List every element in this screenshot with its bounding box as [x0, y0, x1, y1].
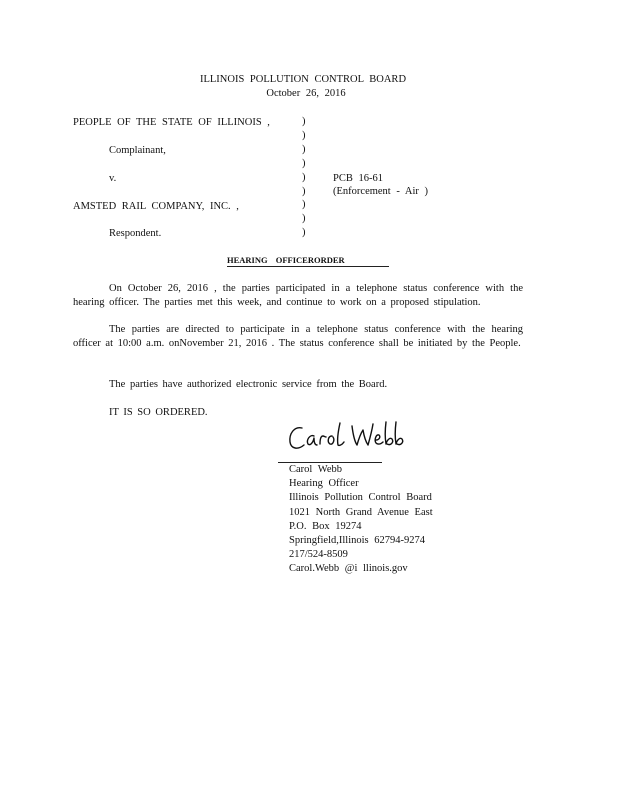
paren: ) — [302, 129, 306, 141]
paren: ) — [302, 143, 306, 155]
respondent-role: Respondent. — [109, 228, 162, 239]
signer-city: Springfield,Illinois 62794-9274 — [289, 535, 425, 547]
signature-block — [289, 463, 433, 577]
complainant-name: PEOPLE OF THE STATE OF ILLINOIS , — [73, 117, 270, 128]
paragraph-directive — [73, 323, 523, 350]
paragraph-text: IT IS SO ORDERED. — [109, 407, 208, 418]
agency-heading: ILLINOIS POLLUTION CONTROL BOARD — [199, 74, 407, 85]
paragraph-service — [73, 378, 523, 392]
paragraph-status — [73, 282, 523, 309]
case-number: PCB 16-61 — [333, 173, 383, 184]
signer-agency: Illinois Pollution Control Board — [289, 492, 432, 504]
respondent-name: AMSTED RAIL COMPANY, INC. , — [73, 201, 239, 212]
paren: ) — [302, 227, 306, 239]
paren: ) — [302, 116, 306, 127]
paren: ) — [302, 157, 306, 169]
case-type: (Enforcement - Air ) — [333, 186, 429, 197]
paren: ) — [302, 213, 306, 225]
complainant-role: Complainant, — [109, 145, 166, 156]
paragraph-text: The parties have authorized electronic service from the Board. — [109, 379, 388, 390]
versus-label: v. — [109, 173, 117, 184]
order-date: October 26, 2016 — [266, 88, 346, 99]
paren: ) — [302, 199, 306, 211]
caption-parentheses — [302, 115, 306, 240]
signer-title: Hearing Officer — [289, 478, 359, 490]
signer-phone: 217/524-8509 — [289, 549, 348, 561]
paren: ) — [302, 185, 306, 197]
signer-name: Carol Webb — [289, 464, 342, 475]
paragraph-text: The parties are directed to participate in a telephone status conference with the hearing officer at 10:00 a.m. onNovember 21, 2016 . The status conference shall be initiated by the People. — [73, 324, 523, 349]
order-heading: HEARING OFFICERORDER — [227, 255, 389, 267]
signer-street: 1021 North Grand Avenue East — [289, 506, 433, 518]
paragraph-text: On October 26, 2016 , the parties participated in a telephone status conference with the hearing officer. The parties met this week, and continue to work on a proposed stipulation. — [73, 283, 523, 308]
handwritten-signature — [286, 418, 416, 460]
signer-email: Carol.Webb @i llinois.gov — [289, 563, 408, 575]
paren: ) — [302, 171, 306, 183]
signer-po-box: P.O. Box 19274 — [289, 520, 362, 532]
